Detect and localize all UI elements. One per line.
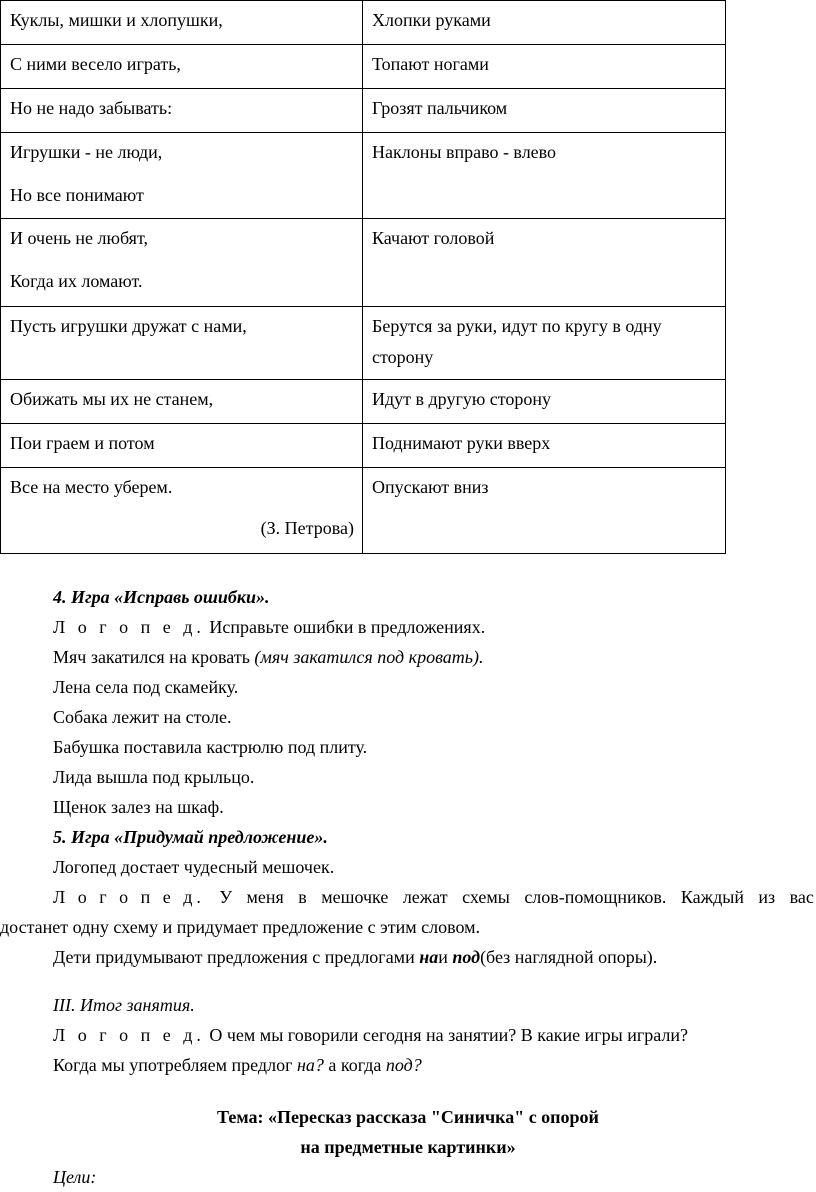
table-cell-action: Топают ногами <box>363 45 726 89</box>
poem-attribution: (З. Петрова) <box>260 518 354 538</box>
table-cell-text <box>1 424 363 468</box>
paragraph <box>0 612 816 642</box>
table-cell-action: Хлопки руками <box>363 1 726 45</box>
text-span: О чем мы говорили сегодня на занятии? В какие игры играли? <box>204 1025 689 1045</box>
sentence: Щенок залез на шкаф. <box>53 797 224 817</box>
example-correction: (мяч закатился под кровать). <box>254 647 484 667</box>
table-cell-text <box>1 133 363 219</box>
text-span: Дети придумывают предложения с предлогами <box>53 947 420 967</box>
topic-title-line-1: Тема: «Пересказ рассказа "Синичка" с опорой <box>217 1107 599 1127</box>
cell-line: Но не надо забывать: <box>10 98 173 118</box>
speaker-label: Л о г о п е д. <box>53 617 205 637</box>
table-cell-text <box>1 468 363 554</box>
paragraph <box>0 942 816 972</box>
table-cell-text <box>1 307 363 380</box>
word: лежат <box>402 887 448 907</box>
table-cell-text <box>1 1 363 45</box>
text-span: Когда мы употребляем предлог <box>53 1055 297 1075</box>
cell-line: Когда их ломают. <box>10 271 143 291</box>
cell-line: Пои граем и потом <box>10 433 155 453</box>
word: Каждый <box>680 887 744 907</box>
sentence: Бабушка поставила кастрюлю под плиту. <box>53 737 368 757</box>
table-cell-text <box>1 89 363 133</box>
sentence: Лида вышла под крыльцо. <box>53 767 255 787</box>
section-3-heading: III. Итог занятия. <box>53 995 195 1015</box>
topic-title-line-2: на предметные картинки» <box>300 1137 516 1157</box>
paragraph <box>0 1050 816 1080</box>
table-row <box>1 89 726 133</box>
preposition-na: на <box>419 947 439 967</box>
question-pod: под? <box>385 1055 422 1075</box>
table-cell-action: Опускают вниз <box>363 468 726 554</box>
table-cell-action: Грозят пальчиком <box>363 89 726 133</box>
preposition-pod: под <box>452 947 481 967</box>
table-cell-text <box>1 219 363 307</box>
example-text: Мяч закатился на кровать <box>53 647 255 667</box>
poem-table <box>0 0 726 554</box>
table-cell-text <box>1 45 363 89</box>
paragraph <box>0 642 816 672</box>
text-span: и <box>438 947 453 967</box>
speaker-label: Л о г о п е д. <box>53 1025 205 1045</box>
section-5-heading: 5. Игра «Придумай предложение». <box>53 827 328 847</box>
paragraph <box>0 1020 816 1050</box>
word: из <box>758 887 776 907</box>
sentence: Собака лежит на столе. <box>53 707 232 727</box>
cell-line: И очень не любят, <box>10 228 148 248</box>
table-cell-action: Берутся за руки, идут по кругу в одну сторону <box>363 307 726 380</box>
table-row <box>1 307 726 380</box>
justified-paragraph-line <box>0 882 816 912</box>
document-body <box>0 582 816 1192</box>
word: У <box>219 887 233 907</box>
sentence: Лена села под скамейку. <box>53 677 239 697</box>
cell-line: Но все понимают <box>10 185 144 205</box>
cell-line: С ними весело играть, <box>10 54 181 74</box>
word: меня <box>246 887 284 907</box>
word: мешочке <box>321 887 389 907</box>
table-row <box>1 468 726 554</box>
section-4-heading: 4. Игра «Исправь ошибки». <box>53 587 270 607</box>
table-row <box>1 1 726 45</box>
word: слов-помощников. <box>524 887 667 907</box>
cell-line: Обижать мы их не станем, <box>10 389 214 409</box>
table-row <box>1 219 726 307</box>
instruction-text: Исправьте ошибки в предложениях. <box>204 617 486 637</box>
cell-line: Пусть игрушки дружат с нами, <box>10 316 247 336</box>
paragraph: достанет одну схему и придумает предложение с этим словом. <box>0 917 481 937</box>
question-na: на? <box>296 1055 324 1075</box>
word: схемы <box>462 887 510 907</box>
table-cell-action: Идут в другую сторону <box>363 380 726 424</box>
goals-label: Цели: <box>53 1167 97 1187</box>
text-span: (без наглядной опоры). <box>480 947 658 967</box>
text-span: а когда <box>323 1055 386 1075</box>
cell-line: Куклы, мишки и хлопушки, <box>10 10 223 30</box>
table-cell-action: Качают головой <box>363 219 726 307</box>
paragraph: Логопед достает чудесный мешочек. <box>53 857 335 877</box>
table-cell-action: Поднимают руки вверх <box>363 424 726 468</box>
cell-line: Игрушки - не люди, <box>10 142 163 162</box>
table-row <box>1 45 726 89</box>
table-row <box>1 133 726 219</box>
cell-line: Все на место уберем. <box>10 477 173 497</box>
table-cell-text <box>1 380 363 424</box>
speaker-label: Л о г о п е д. <box>53 887 205 907</box>
table-row <box>1 380 726 424</box>
table-row <box>1 424 726 468</box>
word: в <box>298 887 307 907</box>
word: вас <box>789 887 814 907</box>
table-cell-action: Наклоны вправо - влево <box>363 133 726 219</box>
